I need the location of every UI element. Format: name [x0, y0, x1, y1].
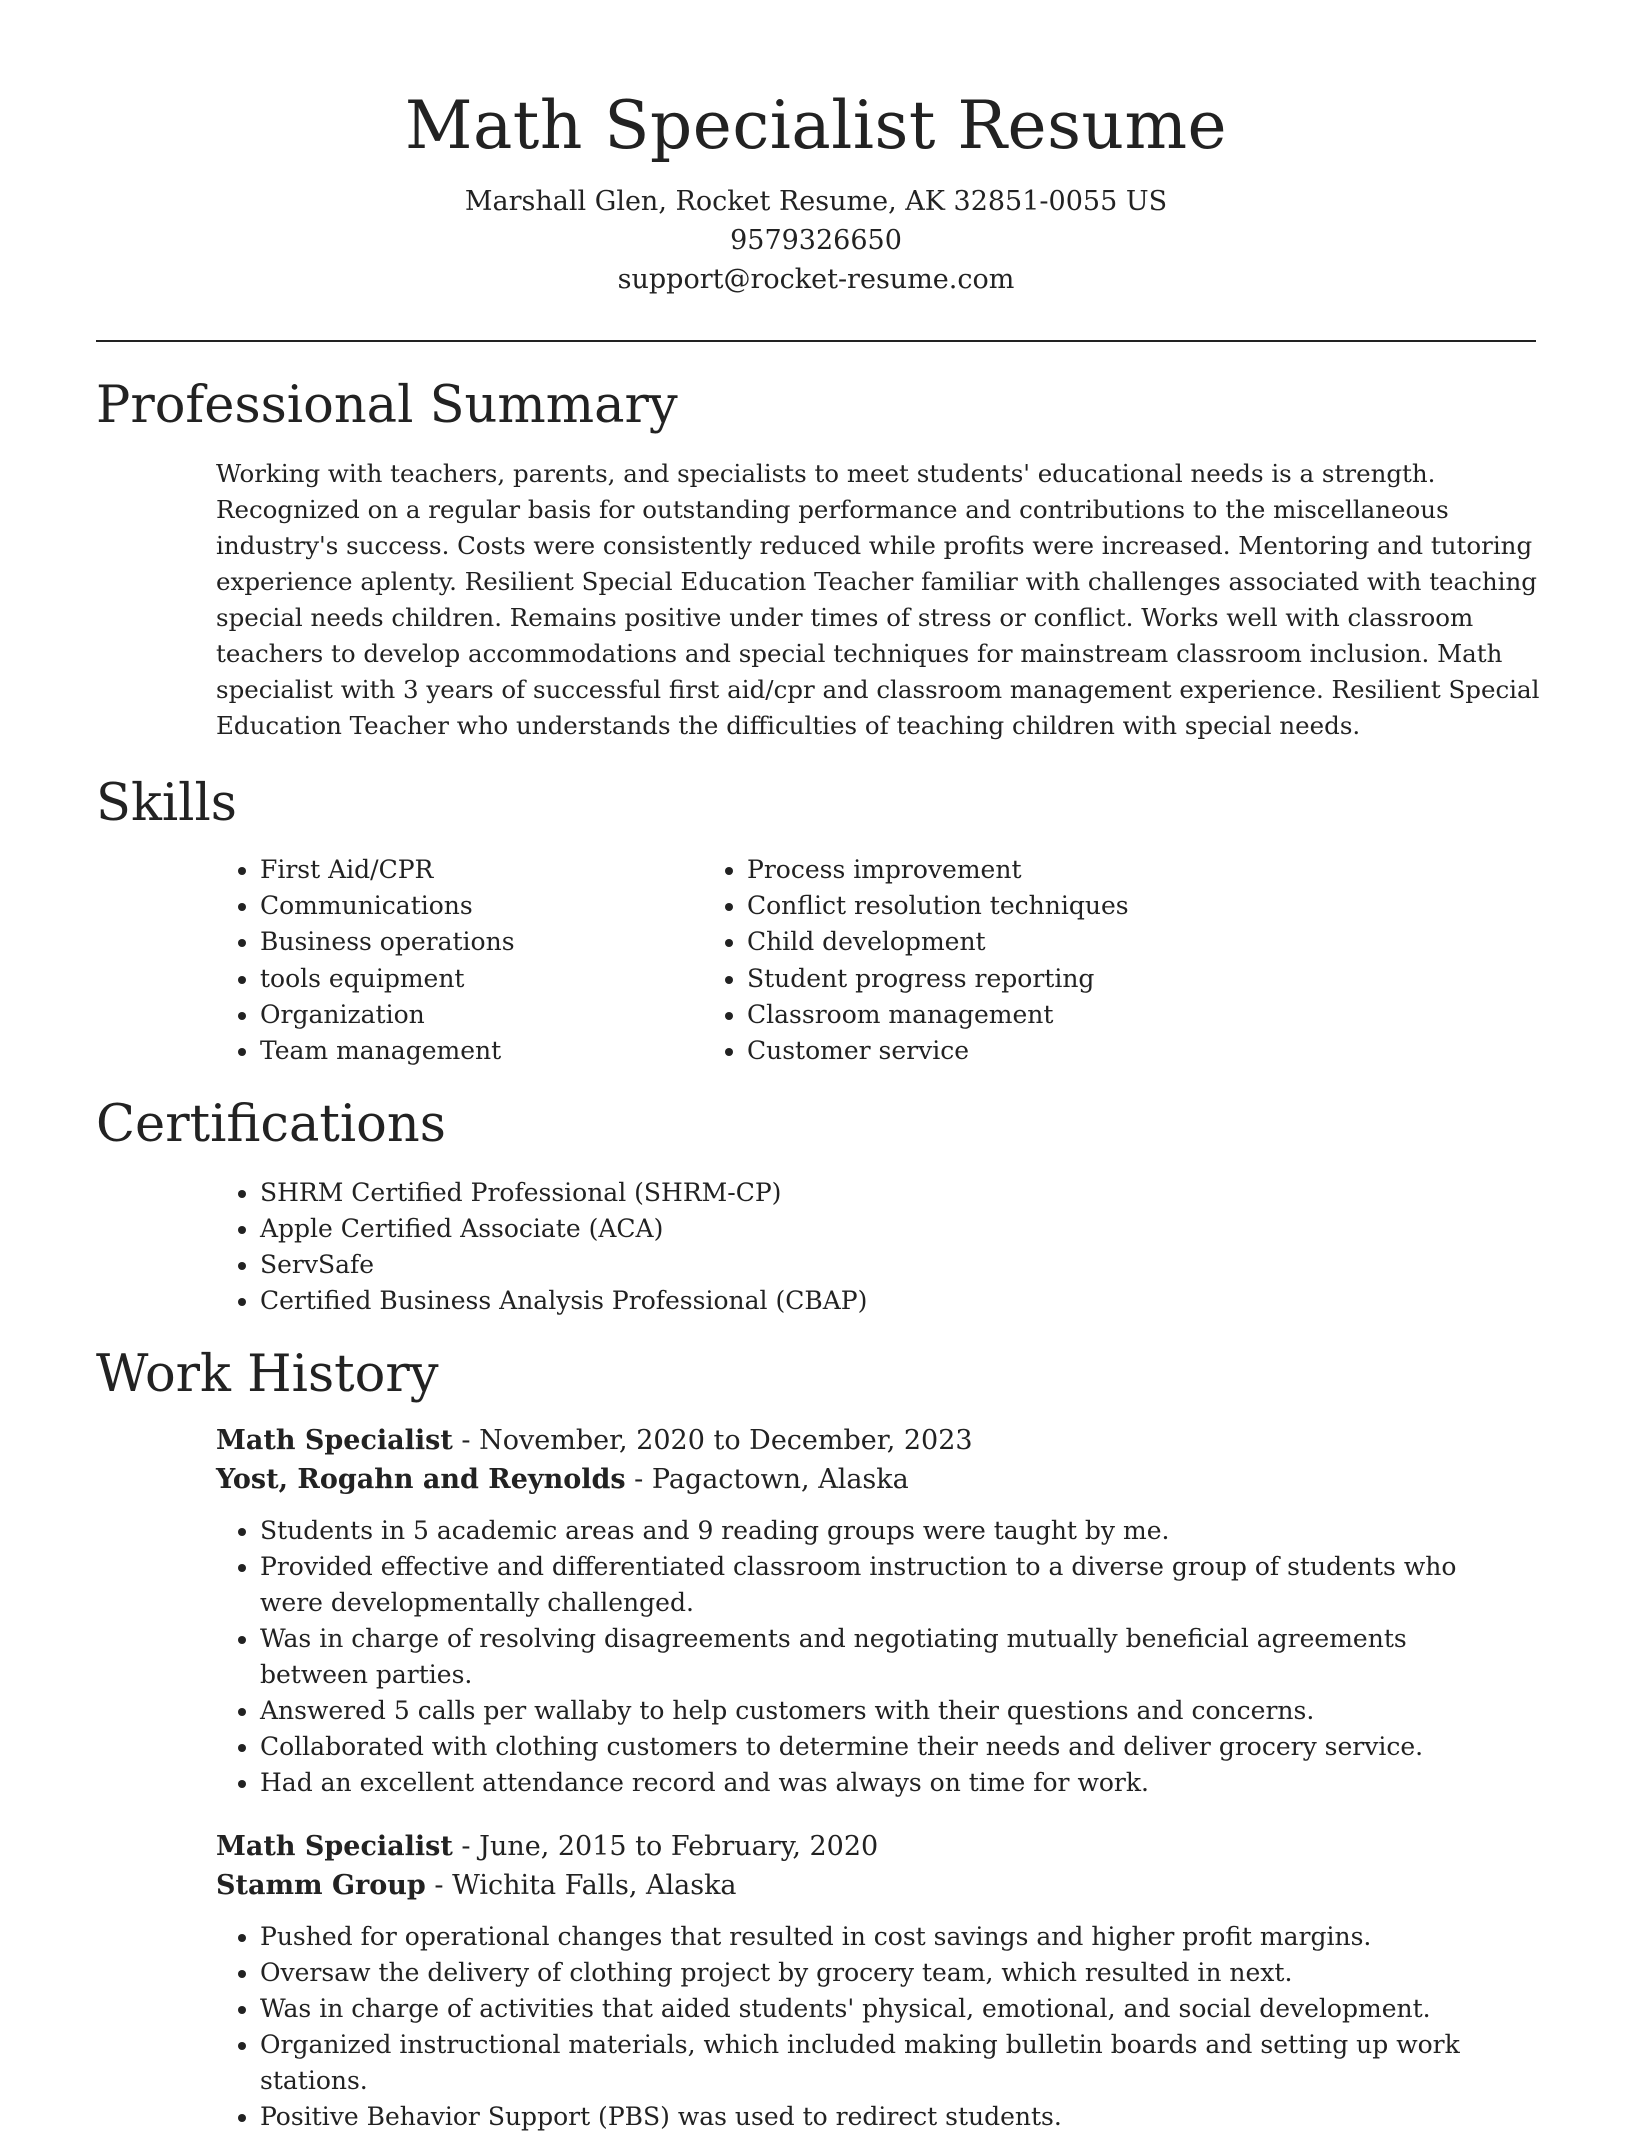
job-company: Stamm Group	[216, 1870, 426, 1902]
contact-email: support@rocket-resume.com	[617, 264, 1015, 295]
job-dates: - November, 2020 to December, 2023	[452, 1425, 973, 1457]
contact-phone: 9579326650	[730, 225, 902, 256]
skills-columns	[96, 852, 1536, 1069]
certifications-list	[96, 1175, 1536, 1319]
job-title-line	[216, 1421, 1536, 1460]
resume-header	[96, 0, 1536, 299]
job-role: Math Specialist	[216, 1831, 453, 1863]
skill-item: • Process improvement	[747, 852, 1129, 888]
skill-item: • First Aid/CPR	[260, 852, 747, 888]
job-duties-list	[216, 1919, 1520, 2135]
job-company: Yost, Rogahn and Reynolds	[216, 1464, 626, 1496]
contact-address: Marshall Glen, Rocket Resume, AK 32851-0055 US	[464, 186, 1168, 217]
skill-item: • Classroom management	[747, 997, 1129, 1033]
job-duty: • Pushed for operational changes that resulted in cost savings and higher profit margins.	[260, 1919, 1520, 1955]
skills-heading: Skills	[96, 774, 237, 833]
job-company-line	[216, 1460, 1536, 1499]
job-duty: • Was in charge of activities that aided students' physical, emotional, and social development.	[260, 1991, 1520, 2027]
skill-item: • Customer service	[747, 1033, 1129, 1069]
job-duty: • Provided effective and differentiated classroom instruction to a diverse group of students who were developmentally challenged.	[260, 1549, 1520, 1621]
skills-list-left	[96, 852, 747, 1069]
skill-item: • Child development	[747, 924, 1129, 960]
job-entry	[216, 1827, 1536, 2135]
certification-item: • Apple Certified Associate (ACA)	[260, 1211, 1536, 1247]
job-duties-list	[216, 1513, 1520, 1801]
certifications-section	[96, 1093, 1536, 1319]
certification-item: • Certified Business Analysis Professional (CBAP)	[260, 1283, 1536, 1319]
job-duty: • Answered 5 calls per wallaby to help customers with their questions and concerns.	[260, 1693, 1520, 1729]
job-duty: • Organized instructional materials, which included making bulletin boards and setting up work stations.	[260, 2027, 1520, 2099]
contact-info	[96, 182, 1536, 299]
job-dates: - June, 2015 to February, 2020	[452, 1831, 879, 1863]
job-duty: • Students in 5 academic areas and 9 reading groups were taught by me.	[260, 1513, 1520, 1549]
certifications-heading: Certifications	[96, 1095, 446, 1155]
job-duty: • Positive Behavior Support (PBS) was used to redirect students.	[260, 2099, 1520, 2135]
summary-text: Working with teachers, parents, and specialists to meet students' educational needs is a strength. Recognized on a regular basis for outstanding performance and contributions to the miscellaneous industry's success. Costs were consistently reduced while profits were increased. Mentoring and tutoring experience aplenty. Resilient Special Education Teacher familiar with challenges associated with teaching special needs children. Remains positive under times of stress or conflict. Works well with classroom teachers to develop accommodations and special techniques for mainstream classroom inclusion. Math specialist with 3 years of successful first aid/cpr and classroom management experience. Resilient Special Education Teacher who understands the difficulties of teaching children with special needs.	[216, 459, 1540, 740]
job-location: - Wichita Falls, Alaska	[425, 1870, 737, 1902]
certification-item: • SHRM Certified Professional (SHRM-CP)	[260, 1175, 1536, 1211]
certification-item: • ServSafe	[260, 1247, 1536, 1283]
work-history-section	[96, 1343, 1536, 2135]
job-duty: • Was in charge of resolving disagreements and negotiating mutually beneficial agreements between parties.	[260, 1621, 1520, 1693]
skill-item: • Conflict resolution techniques	[747, 888, 1129, 924]
job-duty: • Had an excellent attendance record and was always on time for work.	[260, 1765, 1520, 1801]
job-duty: • Collaborated with clothing customers to determine their needs and deliver grocery service.	[260, 1729, 1520, 1765]
job-title-line	[216, 1827, 1536, 1866]
skill-item: • tools equipment	[260, 961, 747, 997]
job-entry	[216, 1421, 1536, 1801]
job-role: Math Specialist	[216, 1425, 453, 1457]
skills-list-right	[747, 852, 1129, 1069]
skill-item: • Team management	[260, 1033, 747, 1069]
skill-item: • Organization	[260, 997, 747, 1033]
job-company-line	[216, 1866, 1536, 1905]
job-duty: • Oversaw the delivery of clothing project by grocery team, which resulted in next.	[260, 1955, 1520, 1991]
job-location: - Pagactown, Alaska	[625, 1464, 909, 1496]
work-history-heading: Work History	[96, 1345, 439, 1405]
resume-title: Math Specialist Resume	[404, 87, 1228, 164]
summary-section	[96, 374, 1540, 744]
skill-item: • Student progress reporting	[747, 961, 1129, 997]
skill-item: • Business operations	[260, 924, 747, 960]
summary-heading: Professional Summary	[96, 376, 678, 435]
skills-section	[96, 772, 1536, 1069]
header-divider	[96, 340, 1536, 342]
skill-item: • Communications	[260, 888, 747, 924]
